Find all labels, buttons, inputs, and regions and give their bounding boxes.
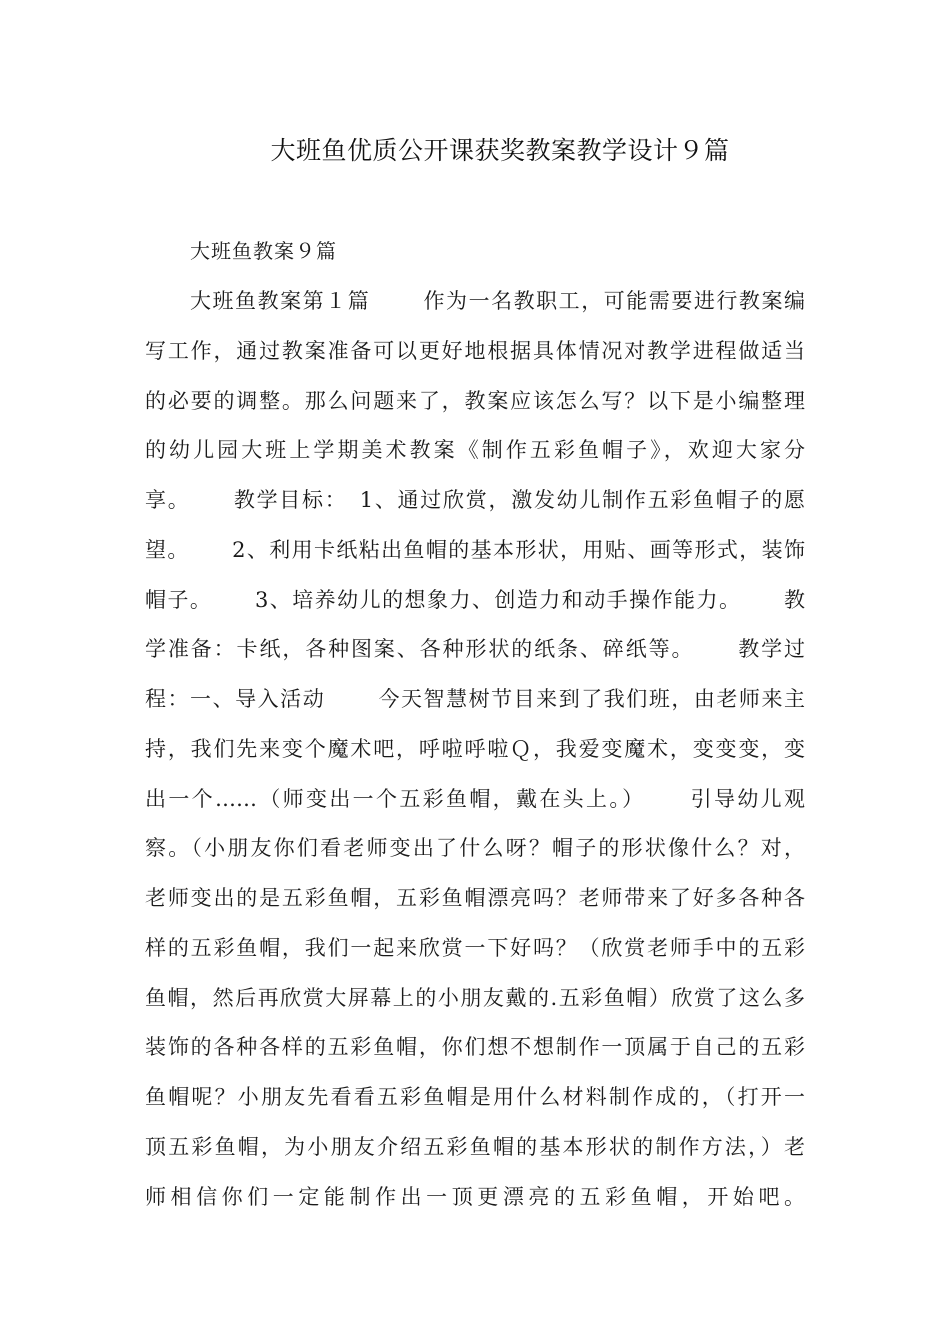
body-line-10: 持，我们先来变个魔术吧，呼啦呼啦Ｑ，我爱变魔术，变变变，变: [145, 737, 805, 761]
body-line-12: 察。（小朋友你们看老师变出了什么呀？帽子的形状像什么？对，: [145, 836, 805, 860]
body-line-5: 享。 教学目标： 1、通过欣赏，激发幼儿制作五彩鱼帽子的愿: [145, 488, 805, 512]
body-line-14: 样的五彩鱼帽，我们一起来欣赏一下好吗？（欣赏老师手中的五彩: [145, 936, 805, 960]
document-title: 大班鱼优质公开课获奖教案教学设计９篇: [270, 136, 730, 165]
body-line-9: 程：一、导入活动 今天智慧树节目来到了我们班，由老师来主: [145, 687, 805, 711]
body-line-15: 鱼帽，然后再欣赏大屏幕上的小朋友戴的.五彩鱼帽）欣赏了这么多: [145, 986, 805, 1010]
body-line-19: 师相信你们一定能制作出一顶更漂亮的五彩鱼帽，开始吧。: [145, 1185, 805, 1209]
body-line-13: 老师变出的是五彩鱼帽，五彩鱼帽漂亮吗？老师带来了好多各种各: [145, 886, 805, 910]
body-line-17: 鱼帽呢？小朋友先看看五彩鱼帽是用什么材料制作成的，（打开一: [145, 1085, 805, 1109]
body-line-4: 的幼儿园大班上学期美术教案《制作五彩鱼帽子》，欢迎大家分: [145, 438, 805, 462]
body-line-11: 出一个……（师变出一个五彩鱼帽，戴在头上。） 引导幼儿观: [145, 787, 805, 811]
body-line-8: 学准备：卡纸，各种图案、各种形状的纸条、碎纸等。 教学过: [145, 637, 805, 661]
body-line-1: 大班鱼教案第１篇 作为一名教职工，可能需要进行教案编: [190, 289, 805, 313]
document-subtitle: 大班鱼教案９篇: [190, 239, 337, 263]
body-line-6: 望。 2、利用卡纸粘出鱼帽的基本形状，用贴、画等形式，装饰: [145, 538, 805, 562]
body-line-2: 写工作，通过教案准备可以更好地根据具体情况对教学进程做适当: [145, 339, 805, 363]
body-line-16: 装饰的各种各样的五彩鱼帽，你们想不想制作一顶属于自己的五彩: [145, 1035, 805, 1059]
body-line-3: 的必要的调整。那么问题来了，教案应该怎么写？以下是小编整理: [145, 389, 805, 413]
body-line-18: 顶五彩鱼帽，为小朋友介绍五彩鱼帽的基本形状的制作方法，）老: [145, 1135, 805, 1159]
body-line-7: 帽子。 3、培养幼儿的想象力、创造力和动手操作能力。 教: [145, 588, 805, 612]
